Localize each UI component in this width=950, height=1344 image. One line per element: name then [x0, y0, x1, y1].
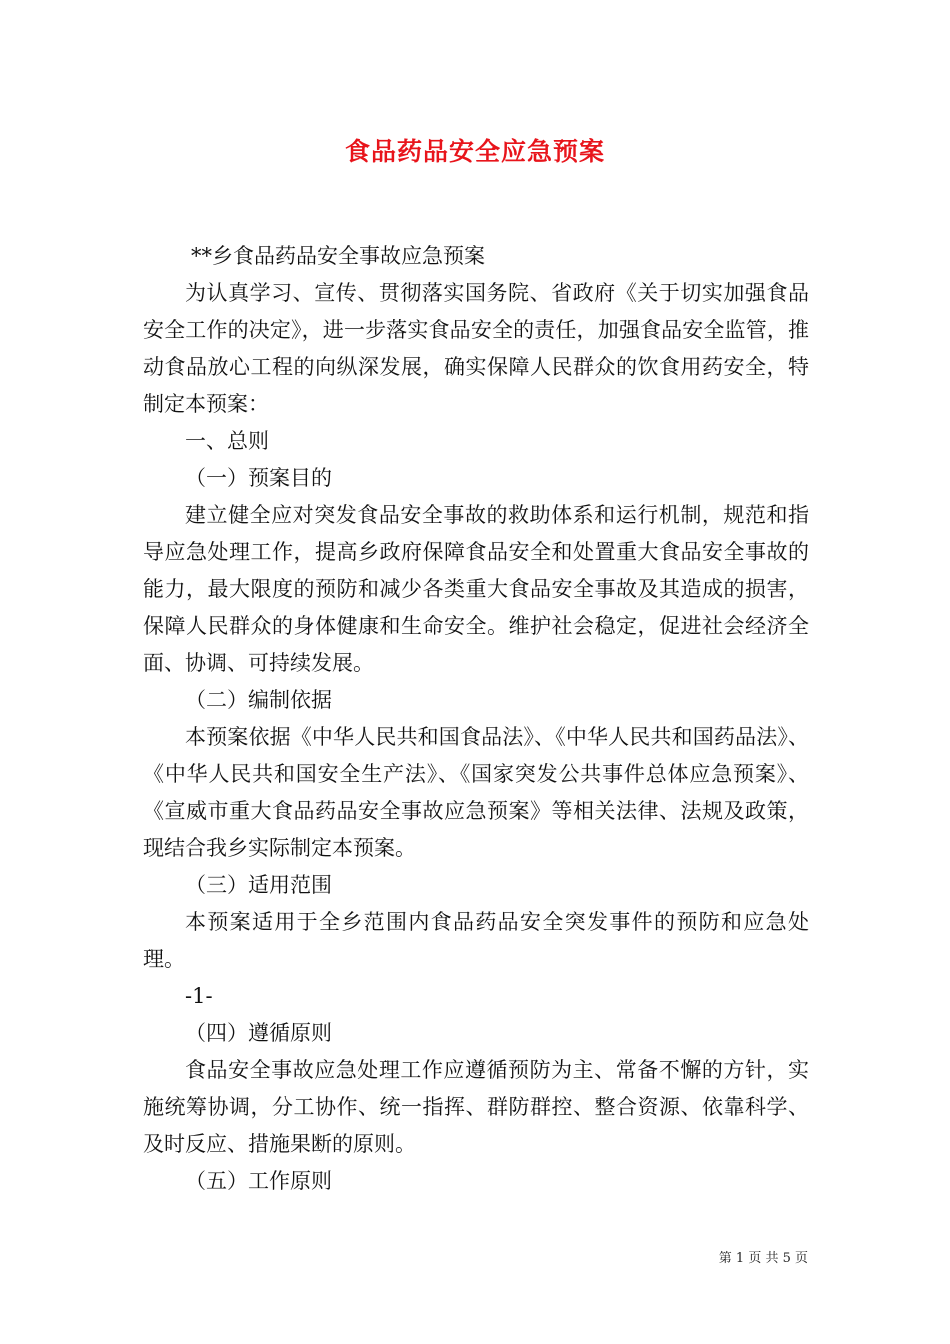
paragraph: 本预案适用于全乡范围内食品药品安全突发事件的预防和应急处理。 [143, 910, 809, 971]
paragraph: 食品安全事故应急处理工作应遵循预防为主、常备不懈的方针，实施统筹协调，分工协作、统一指挥、群防群控、整合资源、依靠科学、及时反应、措施果断的原则。 [143, 1058, 809, 1156]
page-footer: 第 1 页 共 5 页 [718, 1251, 808, 1266]
subsection-heading: （四）遵循原则 [185, 1021, 332, 1045]
subsection-heading: （一）预案目的 [185, 466, 332, 490]
inline-page-number: -1- [185, 984, 213, 1008]
paragraph: 本预案依据《中华人民共和国食品法》、《中华人民共和国药品法》、《中华人民共和国安全生产法》、《国家突发公共事件总体应急预案》、《宣威市重大食品药品安全事故应急预案》等相关法律、法规及政策，现结合我乡实际制定本预案。 [143, 725, 809, 860]
paragraph-heading: **乡食品药品安全事故应急预案 [191, 244, 485, 268]
section-heading: 一、总则 [185, 429, 269, 453]
paragraph: 为认真学习、宣传、贯彻落实国务院、省政府《关于切实加强食品安全工作的决定》，进一步落实食品安全的责任，加强食品安全监管，推动食品放心工程的向纵深发展，确实保障人民群众的饮食用药安全，特制定本预案： [143, 281, 809, 416]
subsection-heading: （五）工作原则 [185, 1169, 332, 1193]
document-body [143, 238, 809, 1200]
subsection-heading: （三）适用范围 [185, 873, 332, 897]
subsection-heading: （二）编制依据 [185, 688, 332, 712]
document-title: 食品药品安全应急预案 [344, 137, 605, 166]
paragraph: 建立健全应对突发食品安全事故的救助体系和运行机制，规范和指导应急处理工作，提高乡政府保障食品安全和处置重大食品安全事故的能力，最大限度的预防和减少各类重大食品安全事故及其造成的损害，保障人民群众的身体健康和生命安全。维护社会稳定，促进社会经济全面、协调、可持续发展。 [143, 503, 809, 675]
